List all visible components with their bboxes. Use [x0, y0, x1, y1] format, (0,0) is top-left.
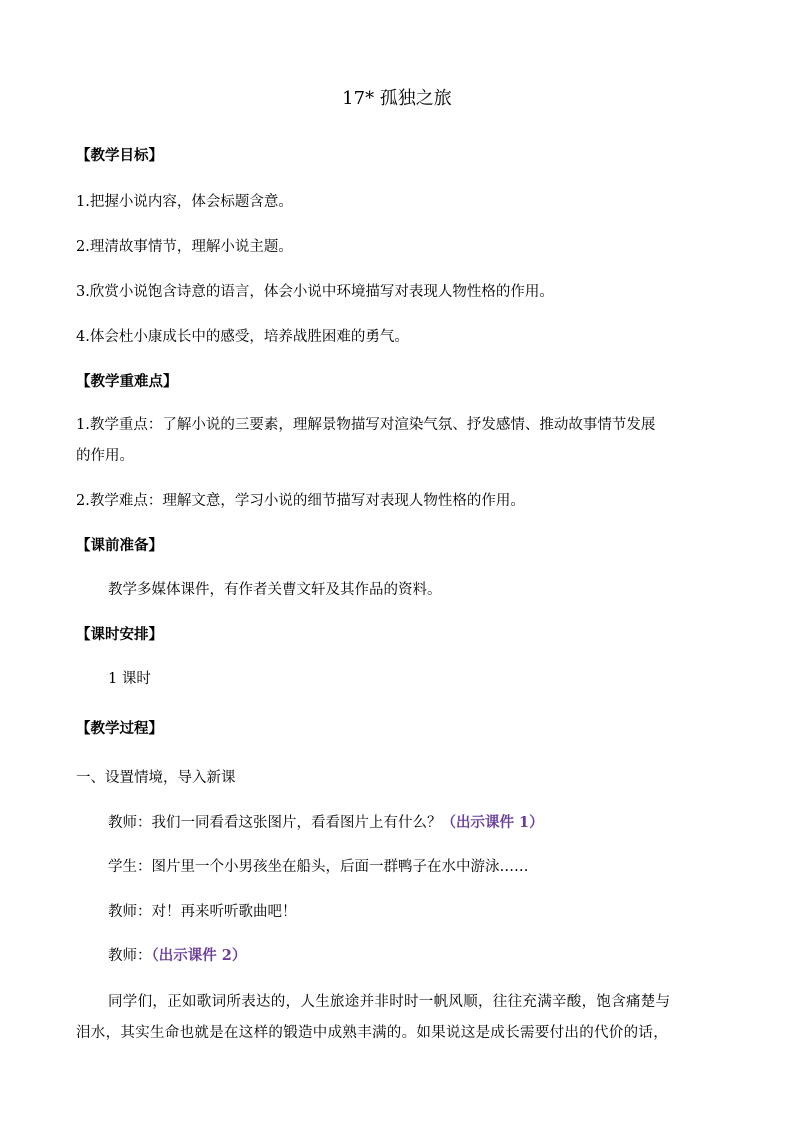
step1-heading: 一、设置情境，导入新课 [76, 770, 236, 786]
student-line: 学生：图片里一个小男孩坐在船头，后面一群鸭子在水中游泳…… [108, 859, 529, 875]
goal-item: 1.把握小说内容，体会标题含意。 [76, 194, 293, 210]
goal-item: 4.体会杜小康成长中的感受，培养战胜困难的勇气。 [76, 329, 409, 345]
courseware-reference: （出示课件 2） [151, 947, 247, 964]
key-heading: 【教学重难点】 [76, 373, 178, 390]
teacher-text: 教师： [108, 948, 152, 964]
document-title: 17* 孤独之旅 [342, 88, 452, 109]
process-heading: 【教学过程】 [76, 720, 163, 737]
goal-item: 3.欣赏小说饱含诗意的语言，体会小说中环境描写对表现人物性格的作用。 [76, 284, 554, 300]
schedule-text: 1 课时 [108, 671, 151, 687]
courseware-reference: （出示课件 1） [441, 814, 544, 831]
teacher-line: 教师：对！再来听听歌曲吧！ [108, 904, 297, 920]
teacher-text: 教师：我们一同看看这张图片，看看图片上有什么？ [108, 815, 442, 831]
goal-item: 2.理清故事情节，理解小说主题。 [76, 239, 293, 255]
paragraph-line: 泪水，其实生命也就是在这样的锻造中成熟丰满的。如果说这是成长需要付出的代价的话， [76, 1025, 668, 1041]
prep-heading: 【课前准备】 [76, 537, 163, 554]
teacher-line [108, 946, 246, 966]
schedule-heading: 【课时安排】 [76, 626, 163, 643]
goals-heading: 【教学目标】 [76, 147, 163, 164]
key-point-line: 的作用。 [76, 448, 134, 464]
prep-text: 教学多媒体课件，有作者关曹文轩及其作品的资料。 [108, 582, 442, 598]
paragraph-line: 同学们，正如歌词所表达的，人生旅途并非时时一帆风顺，往往充满辛酸，饱含痛楚与 [108, 994, 671, 1010]
key-point-line: 1.教学重点：了解小说的三要素，理解景物描写对渲染气氛、抒发感情、推动故事情节发展 [76, 417, 656, 433]
difficult-point: 2.教学难点：理解文意，学习小说的细节描写对表现人物性格的作用。 [76, 493, 525, 509]
teacher-line [108, 813, 544, 833]
